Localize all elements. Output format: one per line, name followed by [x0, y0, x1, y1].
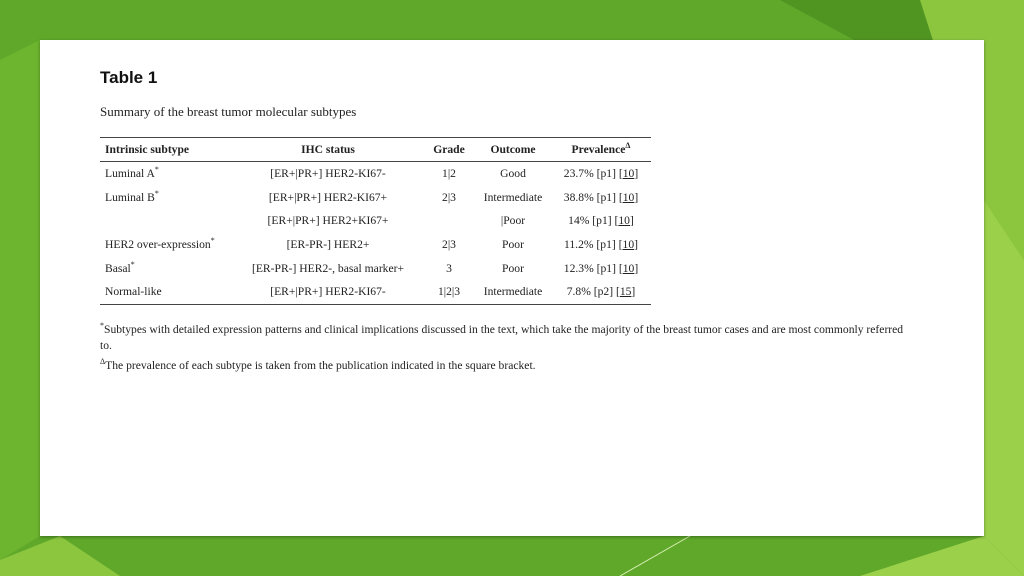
- table-caption: Summary of the breast tumor molecular subtypes: [100, 104, 357, 119]
- reference-link[interactable]: 10: [622, 238, 635, 252]
- grade-cell: 2|3: [442, 190, 456, 204]
- header-outcome: Outcome: [475, 138, 551, 162]
- subtype-name: Luminal A: [105, 167, 155, 181]
- prevalence-bracket: ]: [631, 285, 636, 299]
- prevalence-cell: [551, 233, 651, 257]
- ihc-cell: [ER+|PR+] HER2-KI67-: [233, 280, 423, 304]
- star-mark: *: [154, 189, 159, 199]
- ihc-cell: [ER+|PR+] HER2-KI67-: [270, 167, 386, 181]
- subtypes-table: [100, 137, 651, 305]
- delta-mark: Δ: [100, 356, 106, 366]
- prevalence-bracket: ]: [629, 214, 634, 228]
- header-grade: Grade: [423, 138, 475, 162]
- table-row: [100, 209, 651, 233]
- delta-mark: Δ: [625, 141, 631, 151]
- outcome-cell: |Poor: [500, 214, 526, 228]
- table-row: [100, 280, 651, 304]
- grade-cell: [423, 209, 475, 233]
- table-row: [100, 256, 651, 280]
- prevalence-cell: [551, 256, 651, 280]
- subtype-cell: [100, 209, 233, 233]
- table-row: [100, 233, 651, 257]
- table-row: [100, 186, 651, 210]
- reference-link[interactable]: 10: [622, 167, 635, 181]
- subtype-cell: [100, 256, 233, 280]
- table-row: [100, 162, 651, 186]
- star-mark: *: [210, 236, 215, 246]
- reference-link[interactable]: 10: [622, 261, 635, 275]
- prevalence-bracket: ]: [634, 167, 639, 181]
- outcome-cell: Good: [500, 167, 526, 181]
- prevalence-cell: [551, 209, 651, 233]
- subtype-cell: [100, 162, 233, 186]
- subtype-name: HER2 over-expression: [105, 238, 211, 252]
- outcome-cell: Poor: [502, 238, 524, 252]
- prevalence-cell: [551, 280, 651, 304]
- prevalence-cell: [551, 186, 651, 210]
- reference-link[interactable]: 10: [618, 214, 630, 228]
- reference-link[interactable]: 10: [622, 190, 635, 204]
- header-row: [100, 138, 651, 162]
- footnotes: [100, 318, 910, 374]
- ihc-cell: [ER-PR-] HER2-, basal marker+: [251, 261, 405, 275]
- grade-cell: 1|2: [442, 167, 456, 181]
- star-mark: *: [100, 321, 104, 330]
- subtype-cell: [100, 233, 233, 257]
- star-mark: *: [154, 165, 159, 175]
- footnote-delta: [100, 354, 910, 374]
- header-prevalence: [551, 138, 651, 162]
- subtype-name: Luminal B: [105, 190, 155, 204]
- header-intrinsic-subtype: Intrinsic subtype: [100, 138, 233, 162]
- prevalence-text: 14% [p1] [: [568, 214, 619, 228]
- footnote-delta-text: The prevalence of each subtype is taken from the publication indicated in the square bracket.: [105, 358, 536, 372]
- prevalence-text: 38.8% [p1] [: [563, 190, 623, 204]
- subtype-cell: [100, 280, 233, 304]
- reference-link[interactable]: 15: [619, 285, 632, 299]
- table-title: Table 1: [100, 68, 158, 87]
- prevalence-bracket: ]: [634, 190, 639, 204]
- outcome-cell: Intermediate: [475, 280, 551, 304]
- ihc-cell: [ER+|PR+] HER2+KI67+: [267, 214, 389, 228]
- prevalence-text: 12.3% [p1] [: [563, 261, 623, 275]
- grade-cell: 1|2|3: [423, 280, 475, 304]
- prevalence-text: 11.2% [p1] [: [564, 238, 623, 252]
- star-mark: *: [130, 259, 135, 269]
- outcome-cell: Intermediate: [483, 190, 543, 204]
- grade-cell: 2|3: [442, 238, 456, 252]
- grade-cell: 3: [446, 261, 452, 275]
- outcome-cell: Poor: [502, 261, 524, 275]
- prevalence-text: 7.8% [p2] [: [566, 285, 620, 299]
- prevalence-text: 23.7% [p1] [: [563, 167, 623, 181]
- prevalence-cell: [551, 162, 651, 186]
- header-prevalence-label: Prevalence: [571, 143, 626, 156]
- subtype-name: Normal-like: [105, 285, 162, 299]
- footnote-star: [100, 318, 910, 354]
- subtype-cell: [100, 186, 233, 210]
- prevalence-bracket: ]: [634, 238, 638, 252]
- ihc-cell: [ER-PR-] HER2+: [286, 238, 370, 252]
- ihc-cell: [ER+|PR+] HER2-KI67+: [268, 190, 388, 204]
- prevalence-bracket: ]: [634, 261, 639, 275]
- subtype-name: Basal: [105, 261, 131, 275]
- footnote-star-text: Subtypes with detailed expression patterns and clinical implications discussed in the text, which take the majority of the breast tumor cases and are most commonly referred to.: [100, 322, 904, 352]
- header-ihc-status: IHC status: [233, 138, 423, 162]
